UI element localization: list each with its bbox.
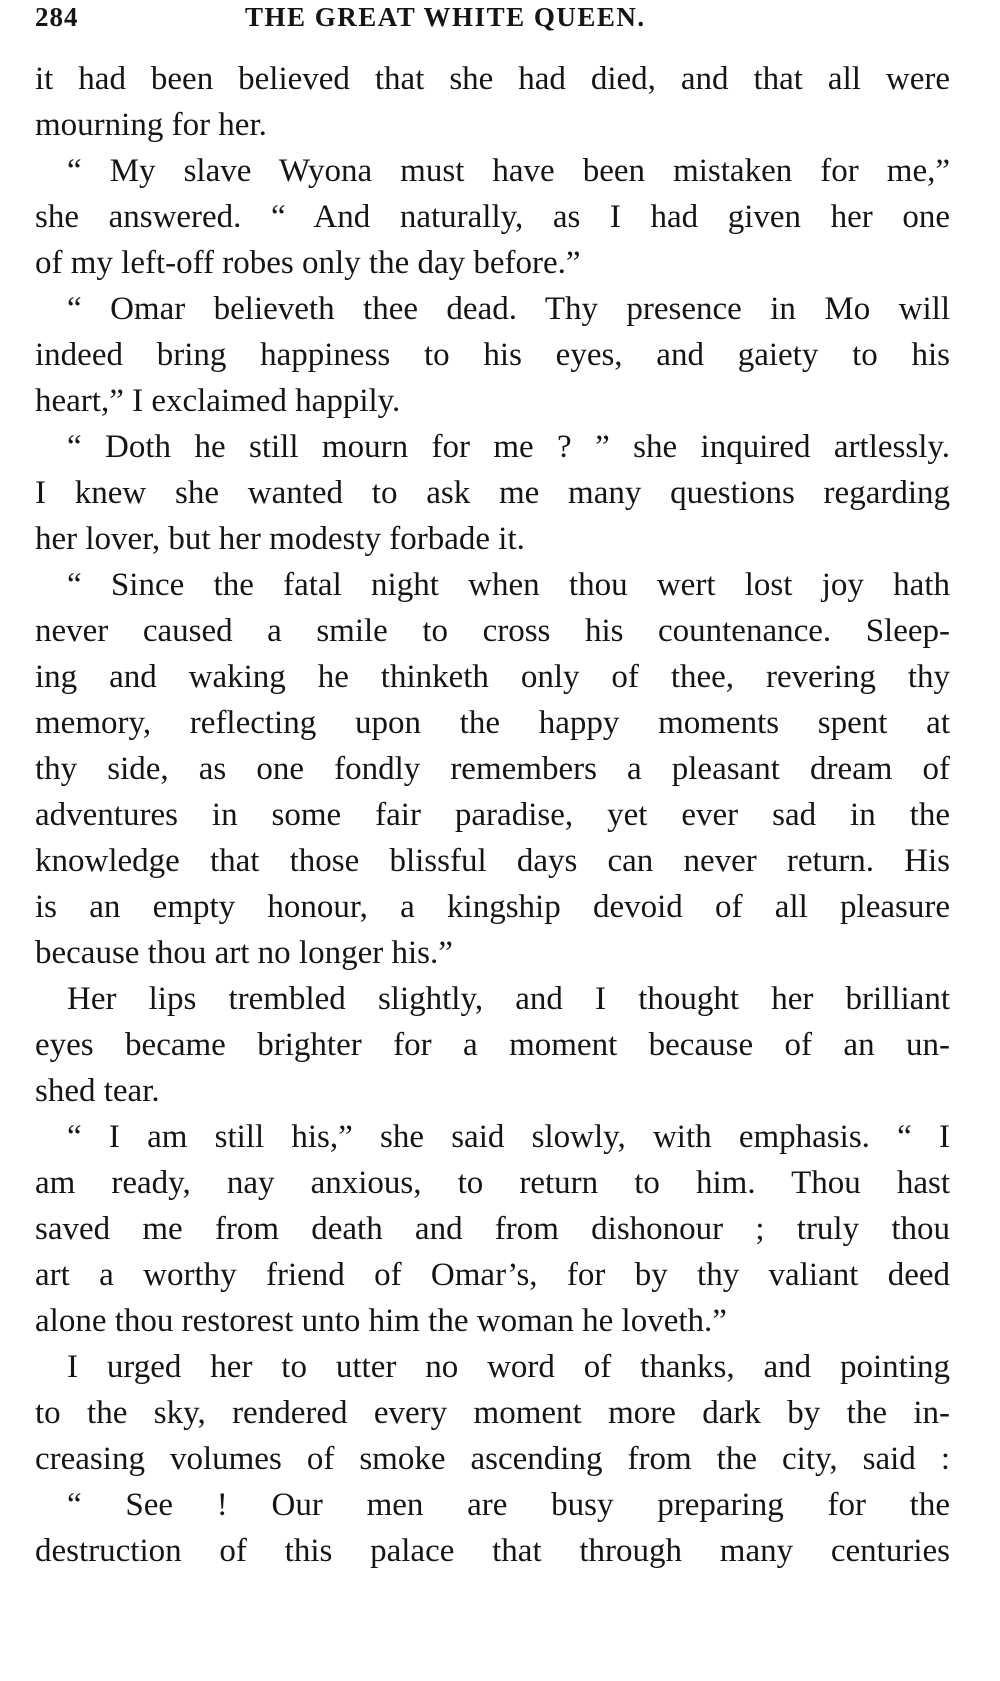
text-line: creasing volumes of smoke ascending from the city, said : [35, 1441, 950, 1477]
text-line: shed tear. [35, 1073, 160, 1109]
text-line: heart,” I exclaimed happily. [35, 383, 401, 419]
text-line: am ready, nay anxious, to return to him. Thou hast [35, 1165, 950, 1201]
running-title: THE GREAT WHITE QUEEN. [245, 2, 646, 32]
text-line: her lover, but her modesty forbade it. [35, 521, 525, 557]
text-line: “ I am still his,” she said slowly, with emphasis. “ I [67, 1119, 950, 1155]
running-head [35, 2, 950, 42]
text-line: it had been believed that she had died, and that all were [35, 61, 950, 97]
text-line: memory, reflecting upon the happy moments spent at [35, 705, 950, 741]
text-line: Her lips trembled slightly, and I thought her brilliant [67, 981, 950, 1017]
text-line: of my left-off robes only the day before.” [35, 245, 581, 281]
text-line: “ See ! Our men are busy preparing for the [67, 1487, 950, 1523]
text-line: destruction of this palace that through many centuries [35, 1533, 950, 1569]
text-line: art a worthy friend of Omar’s, for by thy valiant deed [35, 1257, 950, 1293]
text-line: ing and waking he thinketh only of thee, revering thy [35, 659, 950, 695]
text-line: never caused a smile to cross his countenance. Sleep- [35, 613, 950, 649]
text-line: she answered. “ And naturally, as I had given her one [35, 199, 950, 235]
page-number: 284 [35, 2, 79, 32]
text-line: “ Omar believeth thee dead. Thy presence in Mo will [67, 291, 950, 327]
text-line: “ My slave Wyona must have been mistaken for me,” [67, 153, 950, 189]
text-line: knowledge that those blissful days can never return. His [35, 843, 950, 879]
text-line: mourning for her. [35, 107, 267, 143]
text-line: because thou art no longer his.” [35, 935, 453, 971]
text-line: alone thou restorest unto him the woman he loveth.” [35, 1303, 727, 1339]
text-line: indeed bring happiness to his eyes, and gaiety to his [35, 337, 950, 373]
text-line: adventures in some fair paradise, yet ever sad in the [35, 797, 950, 833]
text-line: I urged her to utter no word of thanks, and pointing [67, 1349, 950, 1385]
text-line: I knew she wanted to ask me many questions regarding [35, 475, 950, 511]
text-line: to the sky, rendered every moment more dark by the in- [35, 1395, 950, 1431]
text-line: eyes became brighter for a moment because of an un- [35, 1027, 950, 1063]
text-line: “ Doth he still mourn for me ? ” she inquired artlessly. [67, 429, 950, 465]
text-line: saved me from death and from dishonour ; truly thou [35, 1211, 950, 1247]
text-line: “ Since the fatal night when thou wert lost joy hath [67, 567, 950, 603]
text-line: is an empty honour, a kingship devoid of all pleasure [35, 889, 950, 925]
text-line: thy side, as one fondly remembers a pleasant dream of [35, 751, 950, 787]
body-text [35, 56, 950, 1574]
